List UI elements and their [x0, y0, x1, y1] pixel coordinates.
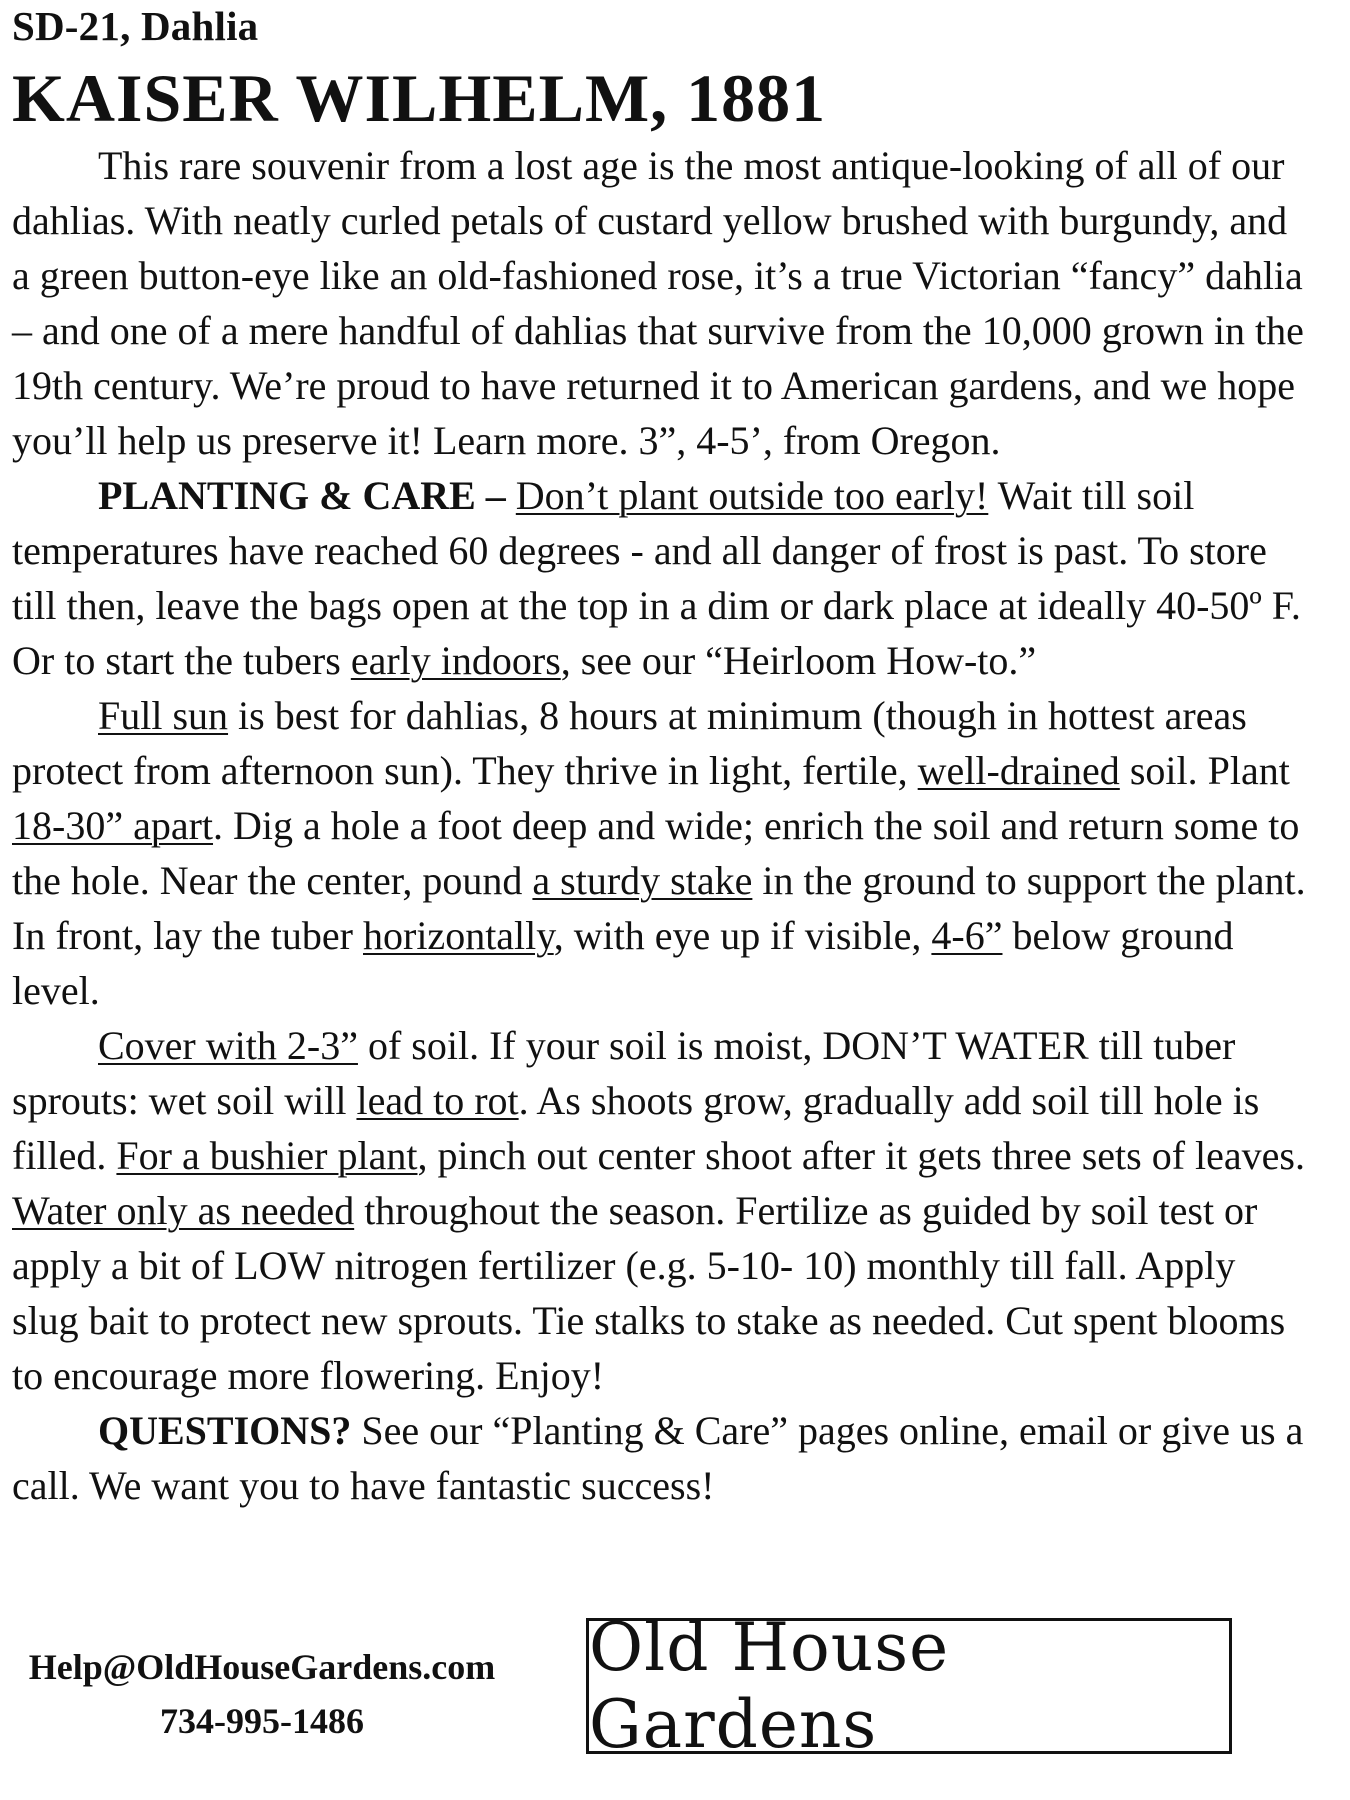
well-drained-link[interactable]: well-drained — [917, 748, 1120, 793]
cover-text-4: throughout the season. Fertilize as guided by soil test or apply a bit of LOW nitrogen fertilizer (e.g. 5-10- 10) monthly till fall. Apply slug bait to protect new sprouts. Tie stalks to stake as needed. Cut spent blooms to encourage more flowering. Enjoy! — [12, 1188, 1286, 1398]
questions-heading: QUESTIONS? — [98, 1408, 352, 1453]
email-address[interactable]: Help@OldHouseGardens.com — [28, 1647, 496, 1687]
early-indoors-link[interactable]: early indoors — [350, 638, 561, 683]
planting-text-2: , see our “Heirloom How-to.” — [560, 638, 1037, 683]
lead-to-rot-link[interactable]: lead to rot — [356, 1078, 519, 1123]
cover-paragraph — [12, 1018, 1312, 1403]
description-body — [12, 138, 1312, 1513]
product-code: SD-21, Dahlia — [12, 3, 259, 49]
cover-text-2: . As shoots grow, gradually add soil till hole is filled. — [12, 1078, 1260, 1178]
brand-logo — [586, 1609, 1232, 1763]
sun-text-5: , with eye up if visible, — [553, 913, 932, 958]
sun-paragraph — [12, 688, 1312, 1018]
brand-logo-text: Old House Gardens — [589, 1609, 950, 1763]
bushier-plant-link[interactable]: For a bushier plant — [116, 1133, 418, 1178]
horizontally-link[interactable]: horizontally — [363, 913, 554, 958]
intro-paragraph: This rare souvenir from a lost age is the most antique-looking of all of our dahlias. With neatly curled petals of custard yellow brushed with burgundy, and a green button-eye like an old-fashioned rose, it’s a true Victorian “fancy” dahlia – and one of a mere handful of dahlias that survive from the 10,000 grown in the 19th century. We’re proud to have returned it to American gardens, and we hope you’ll help us preserve it! Learn more. 3”, 4-5’, from Oregon. — [12, 143, 1304, 463]
sun-text-4: in the ground to support the plant. In front, lay the tuber — [12, 858, 1306, 958]
planting-heading: PLANTING & CARE – — [98, 473, 516, 518]
cover-text-3: , pinch out center shoot after it gets three sets of leaves. — [417, 1133, 1305, 1178]
product-title: KAISER WILHELM, 1881 — [12, 60, 827, 136]
phone-number[interactable]: 734-995-1486 — [160, 1701, 364, 1741]
cover-text-1: of soil. If your soil is moist, DON’T WATER till tuber sprouts: wet soil will — [12, 1023, 1236, 1123]
planting-paragraph — [12, 468, 1312, 688]
questions-paragraph — [12, 1403, 1312, 1513]
sun-text-1: is best for dahlias, 8 hours at minimum (though in hottest areas protect from afternoon sun). They thrive in light, fertile, — [12, 693, 1247, 793]
contact-info — [12, 1640, 512, 1748]
questions-text: See our “Planting & Care” pages online, email or give us a call. We want you to have fantastic success! — [12, 1408, 1304, 1508]
sun-text-3: . Dig a hole a foot deep and wide; enrich the soil and return some to the hole. Near the center, pound — [12, 803, 1300, 903]
water-as-needed-link[interactable]: Water only as needed — [12, 1188, 355, 1233]
cover-soil-link[interactable]: Cover with 2-3” — [98, 1023, 358, 1068]
dont-plant-early-link[interactable]: Don’t plant outside too early! — [515, 473, 989, 518]
depth-link[interactable]: 4-6” — [931, 913, 1003, 958]
sturdy-stake-link[interactable]: a sturdy stake — [532, 858, 753, 903]
sun-text-6: below ground level. — [12, 913, 1234, 1013]
full-sun-link[interactable]: Full sun — [98, 693, 229, 738]
spacing-link[interactable]: 18-30” apart — [12, 803, 214, 848]
sun-text-2: soil. Plant — [1119, 748, 1290, 793]
planting-text-1: Wait till soil temperatures have reached 60 degrees - and all danger of frost is past. To store till then, leave the bags open at the top in a dim or dark place at ideally 40-50º F. Or to start the tubers — [12, 473, 1301, 683]
